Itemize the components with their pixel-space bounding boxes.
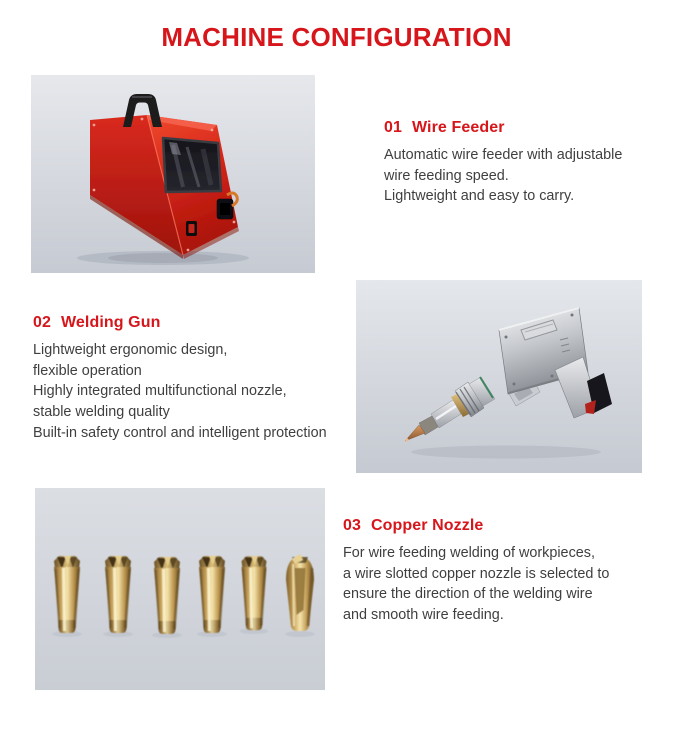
section-title: Welding Gun	[61, 314, 161, 331]
copper-nozzle-photo	[35, 488, 325, 690]
section-description-line: Lightweight and easy to carry.	[384, 188, 575, 205]
section-description-line: Lightweight ergonomic design,	[33, 342, 228, 358]
section-description-line: Built-in safety control and intelligent protection	[33, 424, 327, 441]
section-description-line: and smooth wire feeding.	[343, 607, 504, 624]
section-wire-feeder	[384, 118, 622, 207]
section-description-line: wire feeding speed.	[384, 167, 509, 184]
wire-feeder-illustration	[31, 75, 315, 273]
section-description-line: Automatic wire feeder with adjustable	[384, 147, 623, 163]
section-title: Wire Feeder	[412, 119, 505, 136]
section-heading	[384, 118, 622, 138]
section-title: Copper Nozzle	[371, 517, 484, 534]
section-description-line: flexible operation	[33, 362, 142, 379]
section-copper-nozzle	[343, 516, 609, 626]
section-heading	[343, 516, 609, 536]
section-description-line: For wire feeding welding of workpieces,	[343, 545, 595, 561]
copper-nozzle-illustration	[35, 488, 325, 690]
page-title: MACHINE CONFIGURATION	[161, 22, 512, 52]
section-number: 01	[384, 119, 402, 136]
section-description-line: ensure the direction of the welding wire	[343, 586, 593, 603]
section-description-line: a wire slotted copper nozzle is selected to	[343, 565, 610, 582]
section-heading	[33, 313, 327, 333]
wire-feeder-photo	[31, 75, 315, 273]
section-number: 03	[343, 517, 361, 534]
section-number: 02	[33, 314, 51, 331]
welding-gun-photo	[356, 280, 642, 473]
section-description-line: stable welding quality	[33, 404, 170, 421]
section-welding-gun	[33, 313, 327, 444]
section-description-line: Highly integrated multifunctional nozzle,	[33, 383, 287, 400]
welding-gun-illustration	[356, 280, 642, 473]
